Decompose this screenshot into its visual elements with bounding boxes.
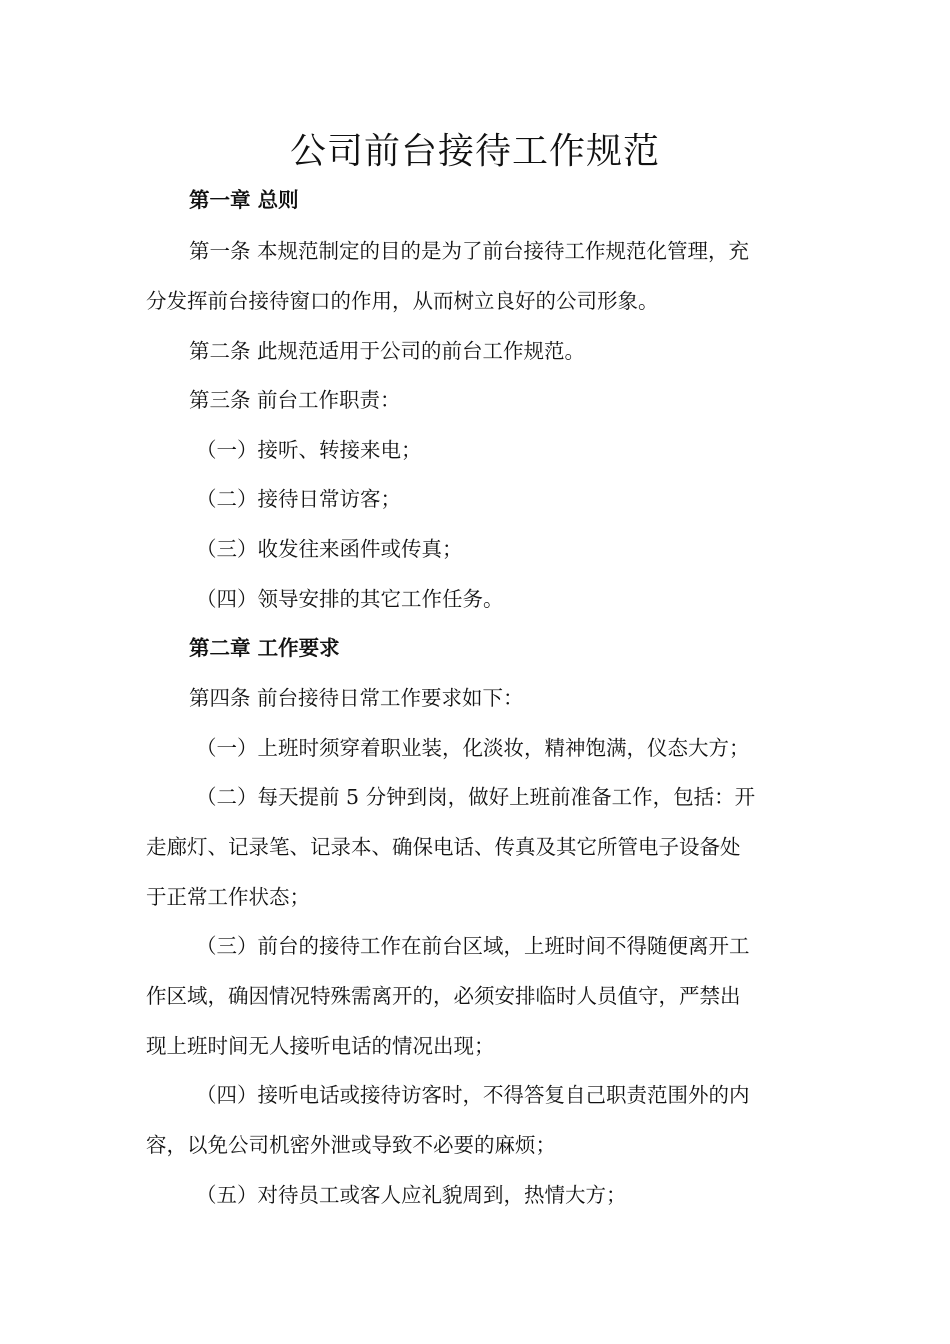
duty-1: （一）接听、转接来电； xyxy=(196,438,422,462)
requirement-3-line-3: 现上班时间无人接听电话的情况出现； xyxy=(146,1034,495,1058)
chapter-1-heading: 第一章 总则 xyxy=(189,188,299,212)
requirement-2-line-2: 走廊灯、记录笔、记录本、确保电话、传真及其它所管电子设备处 xyxy=(146,835,741,859)
requirement-4-line-1: （四）接听电话或接待访客时，不得答复自己职责范围外的内 xyxy=(196,1083,750,1107)
article-4: 第四条 前台接待日常工作要求如下： xyxy=(189,686,524,710)
duty-2: （二）接待日常访客； xyxy=(196,487,401,511)
article-2: 第二条 此规范适用于公司的前台工作规范。 xyxy=(189,339,586,363)
requirement-3-line-2: 作区域，确因情况特殊需离开的，必须安排临时人员值守，严禁出 xyxy=(146,984,741,1008)
requirement-1: （一）上班时须穿着职业装，化淡妆，精神饱满，仪态大方； xyxy=(196,736,750,760)
document-title: 公司前台接待工作规范 xyxy=(289,131,660,172)
requirement-4-line-2: 容，以免公司机密外泄或导致不必要的麻烦； xyxy=(146,1133,556,1157)
article-3: 第三条 前台工作职责： xyxy=(189,388,401,412)
duty-3: （三）收发往来函件或传真； xyxy=(196,537,463,561)
duty-4: （四）领导安排的其它工作任务。 xyxy=(196,587,504,611)
article-1-line-2: 分发挥前台接待窗口的作用，从而树立良好的公司形象。 xyxy=(146,289,659,313)
requirement-2-line-3: 于正常工作状态； xyxy=(146,885,310,909)
requirement-5: （五）对待员工或客人应礼貌周到，热情大方； xyxy=(196,1183,627,1207)
chapter-2-heading: 第二章 工作要求 xyxy=(189,636,340,660)
requirement-3-line-1: （三）前台的接待工作在前台区域，上班时间不得随便离开工 xyxy=(196,934,750,958)
article-1-line-1: 第一条 本规范制定的目的是为了前台接待工作规范化管理，充 xyxy=(189,239,750,263)
requirement-2-line-1: （二）每天提前 5 分钟到岗，做好上班前准备工作，包括：开 xyxy=(196,785,756,809)
